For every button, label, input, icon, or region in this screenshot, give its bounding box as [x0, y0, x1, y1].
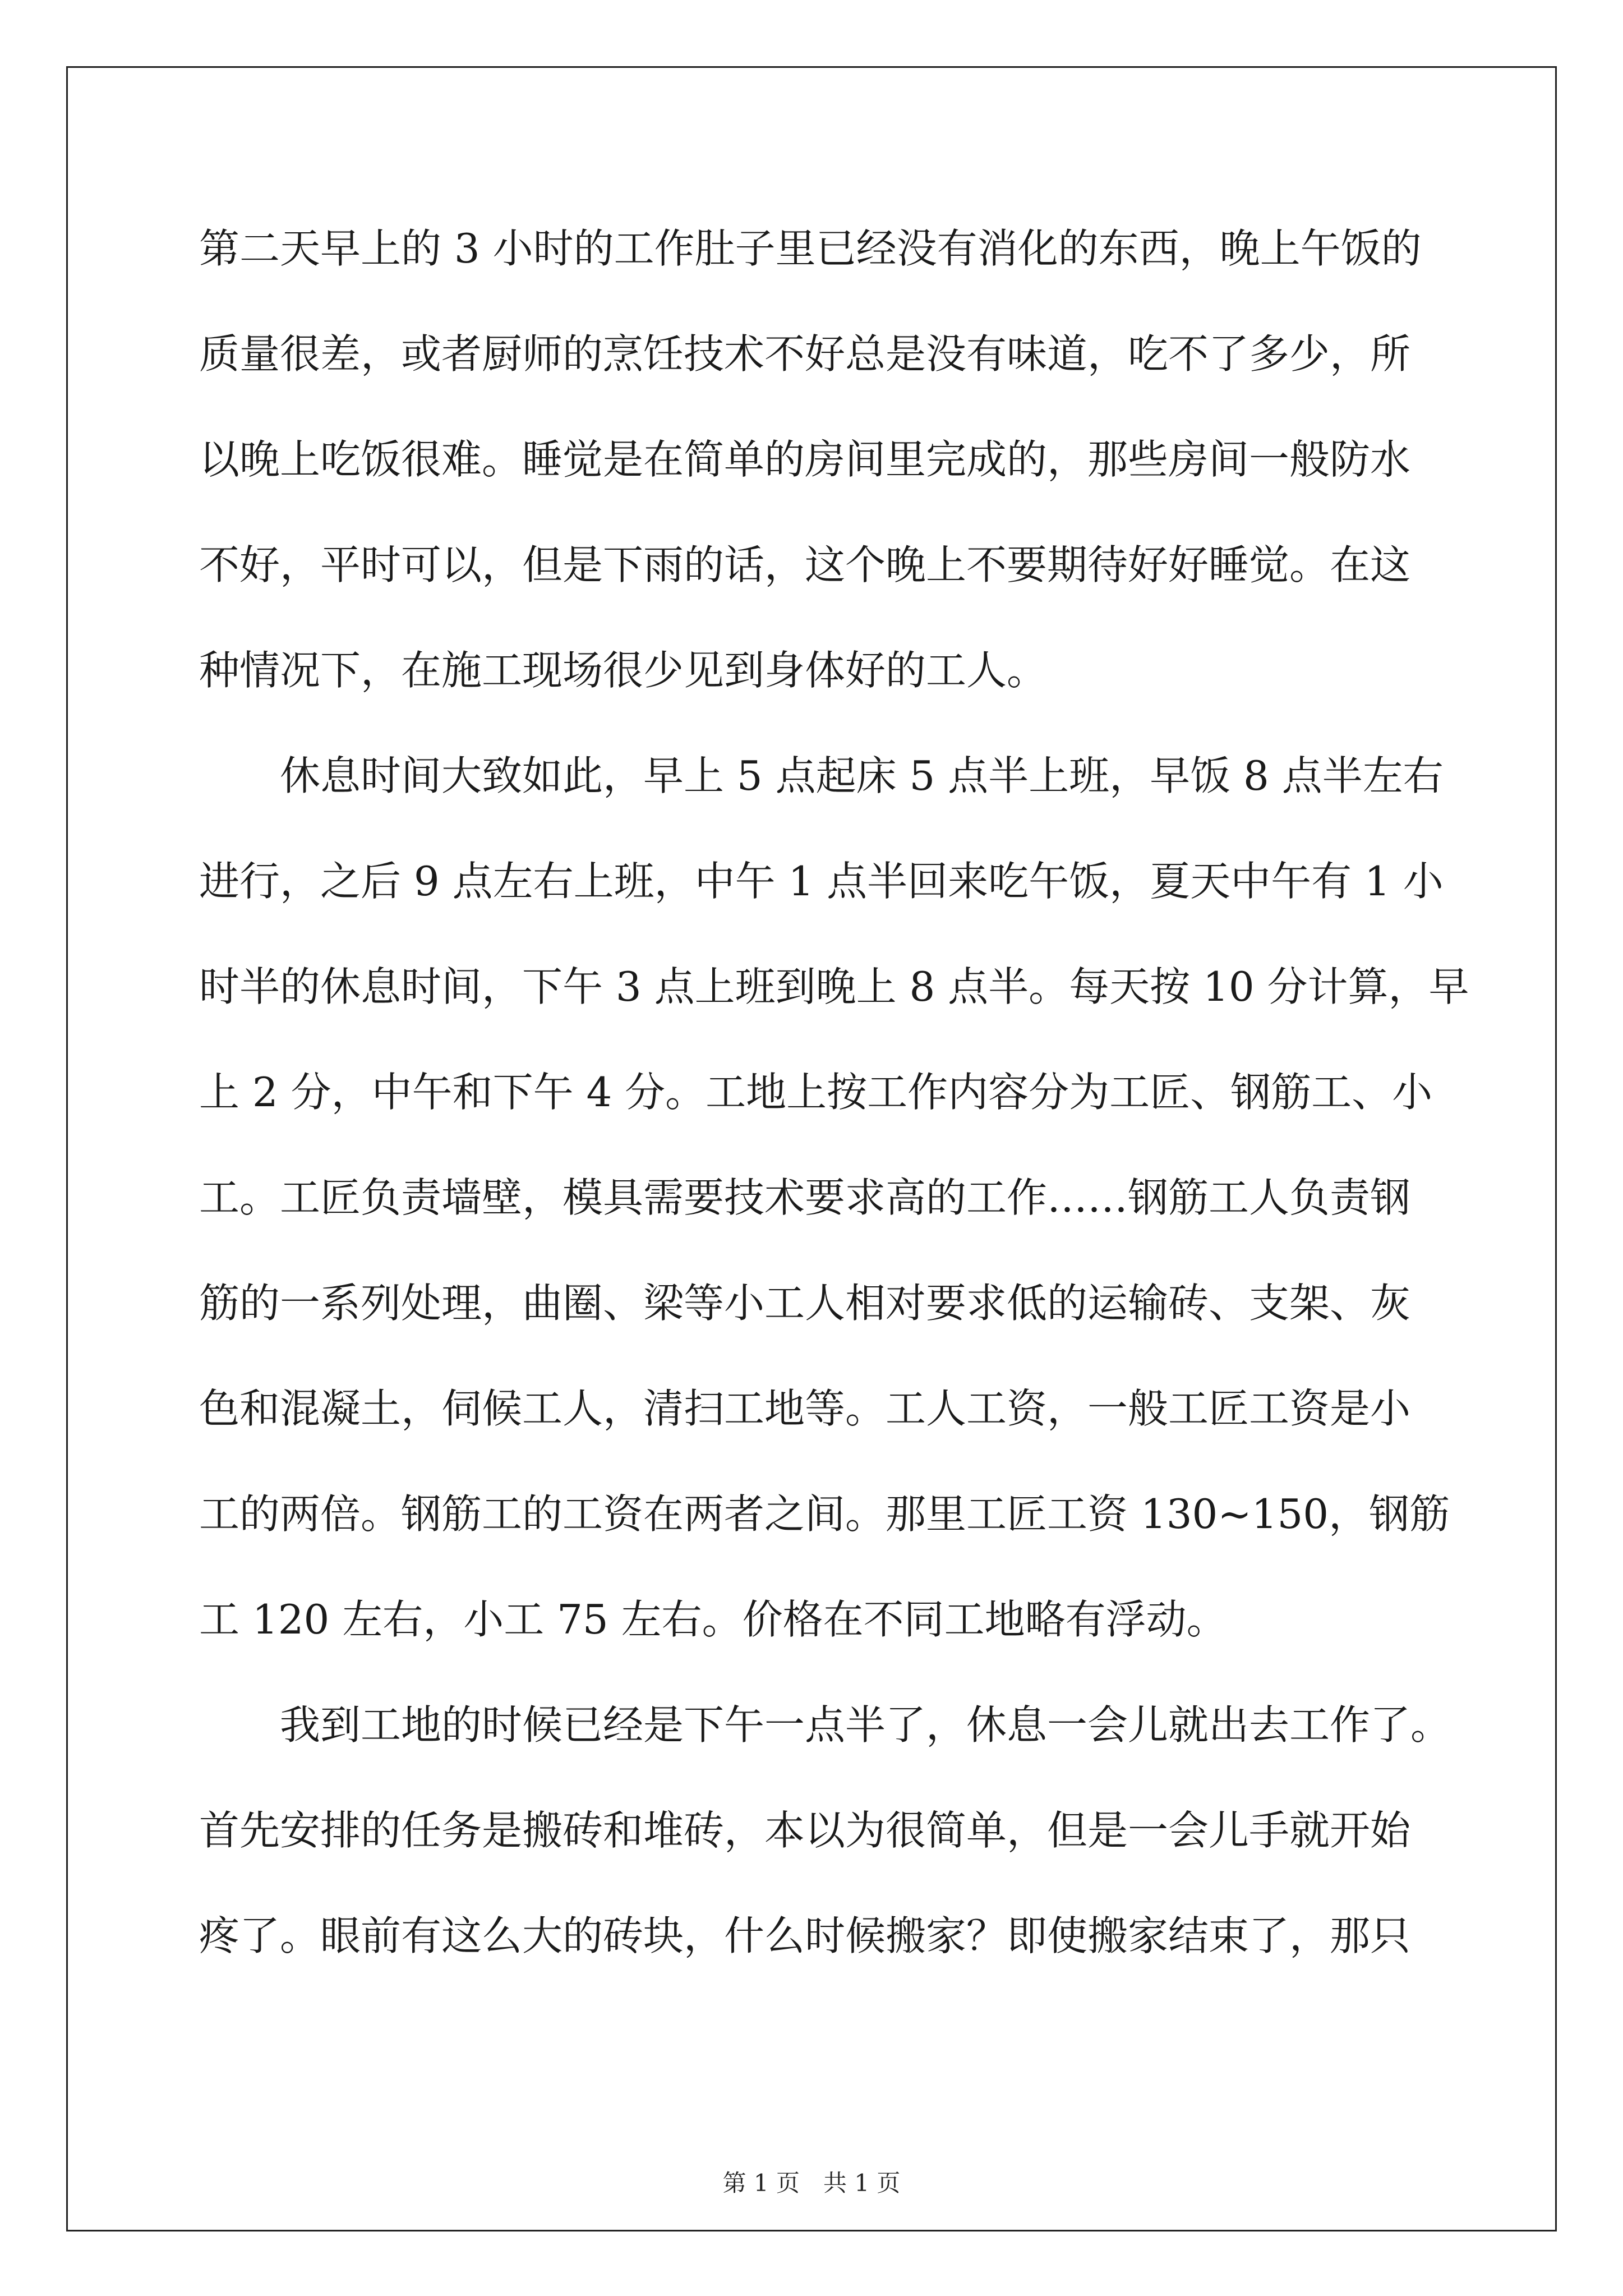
text-line: 不好，平时可以，但是下雨的话，这个晚上不要期待好好睡觉。在这	[199, 541, 1411, 588]
text-line: 种情况下，在施工现场很少见到身体好的工人。	[199, 647, 1048, 694]
text-line: 筋的一系列处理，曲圈、梁等小工人相对要求低的运输砖、支架、灰	[199, 1280, 1411, 1327]
text-line: 进行，之后 9 点左右上班，中午 1 点半回来吃午饭，夏天中午有 1 小	[199, 858, 1444, 905]
text-line: 第二天早上的 3 小时的工作肚子里已经没有消化的东西，晚上午饭的	[199, 225, 1422, 272]
text-line: 色和混凝土，伺候工人，清扫工地等。工人工资，一般工匠工资是小	[199, 1385, 1411, 1432]
text-line: 首先安排的任务是搬砖和堆砖，本以为很简单，但是一会儿手就开始	[199, 1807, 1411, 1854]
text-line: 上 2 分，中午和下午 4 分。工地上按工作内容分为工匠、钢筋工、小	[199, 1069, 1433, 1116]
page-footer: 第 1 页 共 1 页	[722, 2169, 901, 2197]
text-line: 工的两倍。钢筋工的工资在两者之间。那里工匠工资 130~150，钢筋	[199, 1490, 1450, 1538]
text-line: 以晚上吃饭很难。睡觉是在简单的房间里完成的，那些房间一般防水	[199, 436, 1411, 483]
text-line: 质量很差，或者厨师的烹饪技术不好总是没有味道，吃不了多少，所	[199, 330, 1411, 378]
text-line: 工。工匠负责墙壁，模具需要技术要求高的工作……钢筋工人负责钢	[199, 1174, 1411, 1221]
text-line: 时半的休息时间，下午 3 点上班到晚上 8 点半。每天按 10 分计算，早	[199, 963, 1469, 1010]
document-body	[199, 213, 1469, 2006]
text-line: 我到工地的时候已经是下午一点半了，休息一会儿就出去工作了。	[199, 1701, 1451, 1749]
text-line: 休息时间大致如此，早上 5 点起床 5 点半上班，早饭 8 点半左右	[199, 752, 1444, 799]
text-line: 工 120 左右，小工 75 左右。价格在不同工地略有浮动。	[199, 1596, 1227, 1643]
text-line: 疼了。眼前有这么大的砖块，什么时候搬家？即使搬家结束了，那只	[199, 1912, 1411, 1959]
